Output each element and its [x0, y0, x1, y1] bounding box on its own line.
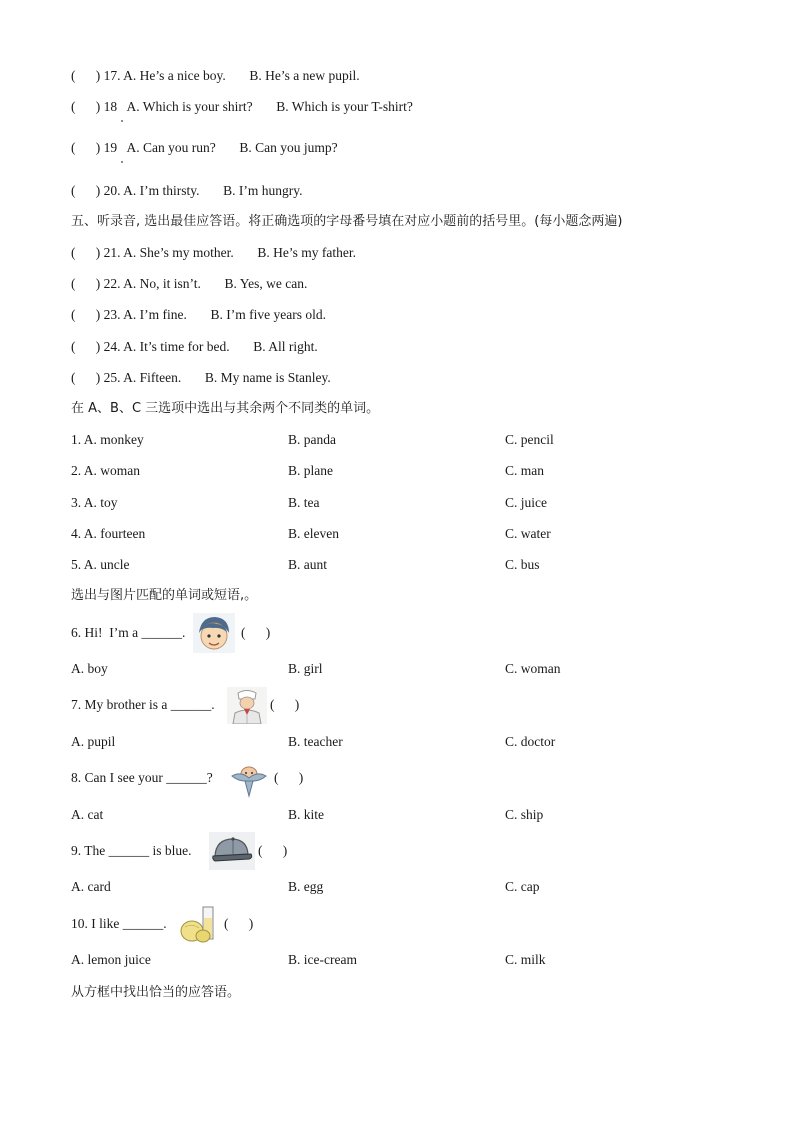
answer-paren: ( ) — [241, 625, 271, 640]
option-b: B. eleven — [288, 526, 339, 541]
option-c: C. man — [505, 463, 544, 478]
option-a: A. pupil — [71, 734, 116, 749]
item-18: ( ) 18 A. Which is your shirt? B. Which is your T-shirt? — [71, 99, 413, 114]
question-stem: 9. The ______ is blue. — [71, 843, 192, 858]
answer-paren: ( ) — [274, 770, 304, 785]
question-stem: 6. Hi! I’m a ______. — [71, 625, 186, 640]
option-a: 2. A. woman — [71, 463, 140, 478]
cook-icon — [227, 687, 267, 724]
option-b: B. girl — [288, 661, 323, 676]
stray-mark — [121, 120, 123, 122]
option-a: 1. A. monkey — [71, 432, 144, 447]
option-c: C. doctor — [505, 734, 556, 749]
option-c: C. woman — [505, 661, 561, 676]
answer-paren: ( ) — [224, 916, 254, 931]
option-b: B. teacher — [288, 734, 343, 749]
option-a: 5. A. uncle — [71, 557, 130, 572]
question-stem: 8. Can I see your ______? — [71, 770, 213, 785]
option-b: B. ice-cream — [288, 952, 357, 967]
option-c: C. milk — [505, 952, 546, 967]
option-c: C. water — [505, 526, 551, 541]
option-b: B. kite — [288, 807, 324, 822]
item-24: ( ) 24. A. It’s time for bed. B. All right. — [71, 339, 318, 354]
cap-icon — [209, 832, 255, 870]
option-a: A. lemon juice — [71, 952, 151, 967]
option-c: C. juice — [505, 495, 547, 510]
section5-heading: 五、听录音, 选出最佳应答语。将正确选项的字母番号填在对应小题前的括号里。(每小题念两遍) — [71, 214, 623, 229]
answer-paren: ( ) — [258, 843, 288, 858]
option-c: C. cap — [505, 879, 540, 894]
option-a: 3. A. toy — [71, 495, 118, 510]
question-stem: 7. My brother is a ______. — [71, 697, 215, 712]
item-17: ( ) 17. A. He’s a nice boy. B. He’s a new pupil. — [71, 68, 360, 83]
question-stem: 10. I like ______. — [71, 916, 167, 931]
item-23: ( ) 23. A. I’m fine. B. I’m five years old. — [71, 307, 326, 322]
option-b: B. aunt — [288, 557, 327, 572]
option-c: C. ship — [505, 807, 544, 822]
option-c: C. bus — [505, 557, 540, 572]
answer-paren: ( ) — [270, 697, 300, 712]
item-22: ( ) 22. A. No, it isn’t. B. Yes, we can. — [71, 276, 308, 291]
item-25: ( ) 25. A. Fifteen. B. My name is Stanley. — [71, 370, 331, 385]
option-c: C. pencil — [505, 432, 554, 447]
option-b: B. panda — [288, 432, 336, 447]
picture-match-heading: 选出与图片匹配的单词或短语,。 — [71, 588, 258, 603]
lemon-juice-icon — [177, 904, 219, 944]
option-a: A. card — [71, 879, 111, 894]
item-21: ( ) 21. A. She’s my mother. B. He’s my father. — [71, 245, 356, 260]
final-section-heading: 从方框中找出恰当的应答语。 — [71, 985, 241, 1000]
item-19: ( ) 19 A. Can you run? B. Can you jump? — [71, 140, 338, 155]
option-a: A. boy — [71, 661, 108, 676]
boy-face-icon — [193, 613, 235, 653]
item-20: ( ) 20. A. I’m thirsty. B. I’m hungry. — [71, 183, 303, 198]
option-b: B. tea — [288, 495, 320, 510]
odd-one-out-heading: 在 A、B、C 三选项中选出与其余两个不同类的单词。 — [71, 401, 380, 416]
kite-icon — [229, 762, 269, 798]
stray-mark — [121, 161, 123, 163]
option-a: A. cat — [71, 807, 104, 822]
option-b: B. plane — [288, 463, 333, 478]
option-a: 4. A. fourteen — [71, 526, 146, 541]
option-b: B. egg — [288, 879, 324, 894]
